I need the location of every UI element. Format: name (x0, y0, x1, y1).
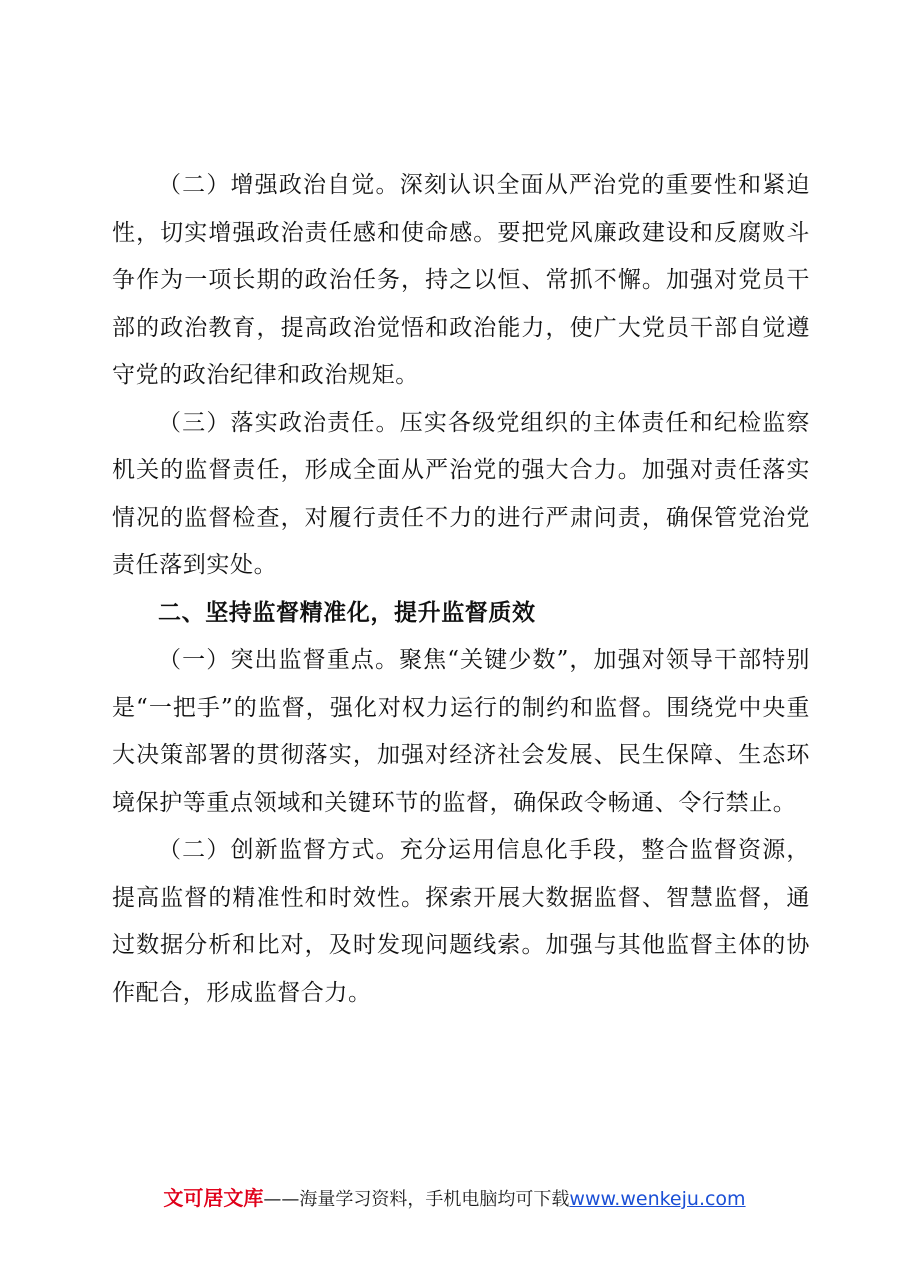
section-heading-precise-supervision: 二、坚持监督精准化，提升监督质效 (158, 599, 536, 626)
footer-url-link[interactable]: www.wenkeju.com (569, 1188, 746, 1210)
paragraph-innovate-supervision-methods: （二）创新监督方式。充分运用信息化手段，整合监督资源，提高监督的精准性和时效性。探索开展大数据监督、智慧监督，通过数据分析和比对，及时发现问题线索。加强与其他监督主体的协作配合，形成监督合力。 (112, 837, 810, 1006)
footer-slogan: ——海量学习资料，手机电脑均可下载 (263, 1189, 570, 1210)
footer-banner (0, 1182, 909, 1211)
footer-brand: 文可居文库 (163, 1186, 264, 1210)
paragraph-highlight-supervision-focus: （一）突出监督重点。聚焦“关键少数”，加强对领导干部特别是“一把手”的监督，强化对权力运行的制约和监督。围绕党中央重大决策部署的贯彻落实，加强对经济社会发展、民生保障、生态环境保护等重点领域和关键环节的监督，确保政令畅通、令行禁止。 (112, 647, 810, 816)
paragraph-implement-political-responsibility: （三）落实政治责任。压实各级党组织的主体责任和纪检监察机关的监督责任，形成全面从严治党的强大合力。加强对责任落实情况的监督检查，对履行责任不力的进行严肃问责，确保管党治党责任落到实处。 (112, 409, 810, 578)
document-body (112, 162, 810, 1017)
paragraph-strengthen-political-awareness: （二）增强政治自觉。深刻认识全面从严治党的重要性和紧迫性，切实增强政治责任感和使命感。要把党风廉政建设和反腐败斗争作为一项长期的政治任务，持之以恒、常抓不懈。加强对党员干部的政治教育，提高政治觉悟和政治能力，使广大党员干部自觉遵守党的政治纪律和政治规矩。 (112, 172, 810, 388)
